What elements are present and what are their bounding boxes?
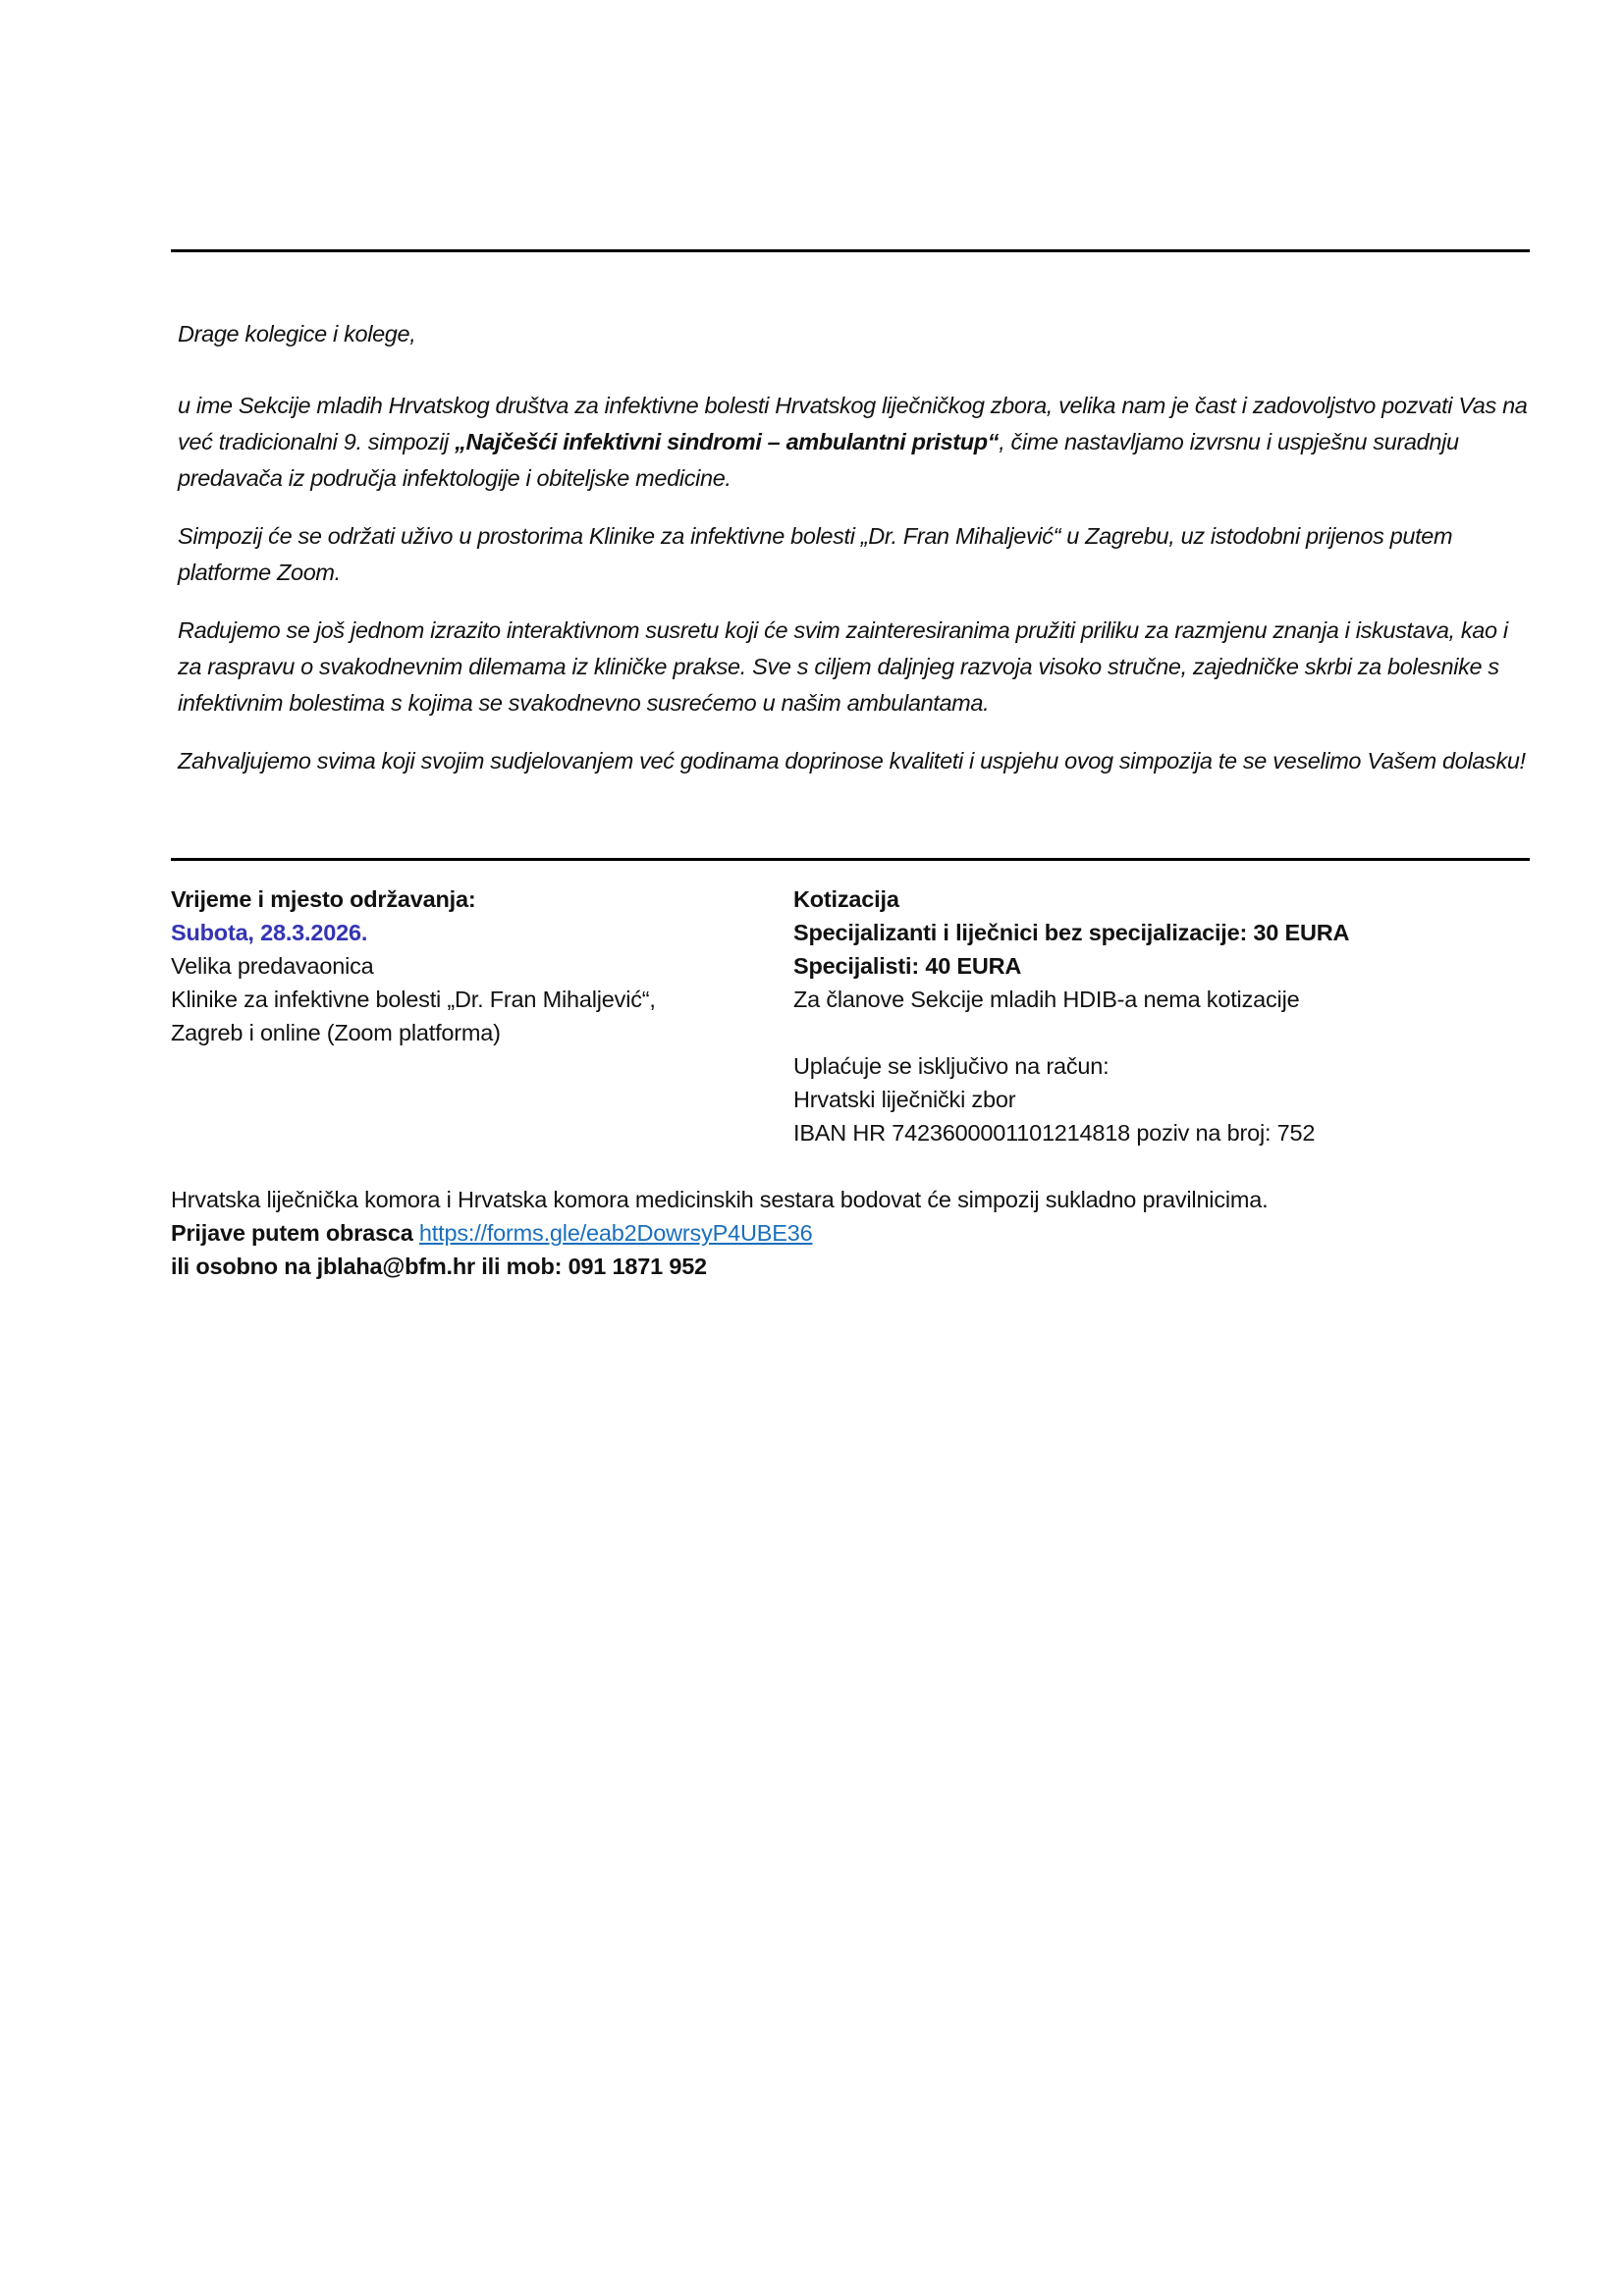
iban: IBAN HR 7423600001101214818 poziv na broj: 752 — [793, 1120, 1316, 1146]
intro-text-end: , čime nastavljamo izvrsnu i uspješnu suradnju predavača iz područja infektologije i obiteljske medicine. — [178, 429, 1459, 491]
accreditation-note: Hrvatska liječnička komora i Hrvatska komora medicinskih sestara bodovat će simpozij sukladno pravilnicima. — [171, 1187, 1269, 1212]
invitation-letter — [178, 316, 1533, 801]
event-date: Subota, 28.3.2026. — [171, 920, 368, 945]
registration-line — [171, 1216, 1268, 1250]
purpose-paragraph: Radujemo se još jednom izrazito interaktivnom susretu koji će svim zainteresiranima pružiti priliku za razmjenu znanja i iskustava, kao i za raspravu o svakodnevnim dilemama iz kliničke prakse. Sve s ciljem daljnjeg razvoja visoko stručne, zajedničke skrbi za bolesnike s infektivnim bolestima s kojima se svakodnevno susrećemo u našim ambulantama. — [178, 617, 1508, 716]
registration-section — [171, 1183, 1268, 1283]
intro-paragraph — [178, 388, 1533, 497]
thanks-paragraph: Zahvaljujemo svima koji svojim sudjelovanjem već godinama doprinose kvaliteti i uspjehu ovog simpozija te se veselimo Vašem dolasku! — [178, 748, 1526, 774]
venue-line: Zagreb i online (Zoom platforma) — [171, 1020, 501, 1045]
payee: Hrvatski liječnički zbor — [793, 1087, 1016, 1112]
fee-heading: Kotizacija — [793, 886, 899, 912]
payment-label: Uplaćuje se isključivo na račun: — [793, 1053, 1110, 1079]
intro-text: u ime Sekcije mladih Hrvatskog društva za infektivne bolesti Hrvatskog liječničkog zbora, velika nam je čast i zadovoljstvo pozvati Vas na već tradicionalni 9. simpozij — [178, 393, 1528, 454]
venue-line: Klinike za infektivne bolesti „Dr. Fran Mihaljević“, — [171, 987, 656, 1012]
fee-section — [793, 882, 1540, 1149]
time-place-heading: Vrijeme i mjesto održavanja: — [171, 886, 476, 912]
greeting: Drage kolegice i kolege, — [178, 321, 416, 347]
fee-residents: Specijalizanti i liječnici bez specijalizacije: 30 EURA — [793, 920, 1350, 945]
section-divider — [171, 858, 1530, 861]
symposium-title: „Najčešći infektivni sindromi – ambulantni pristup“ — [455, 429, 1000, 454]
time-place-section — [171, 882, 760, 1049]
spacer — [793, 1016, 1540, 1049]
registration-label: Prijave putem obrasca — [171, 1220, 419, 1246]
venue-line: Velika predavaonica — [171, 953, 374, 979]
venue-paragraph: Simpozij će se održati uživo u prostorima Klinike za infektivne bolesti „Dr. Fran Mihaljević“ u Zagrebu, uz istodobni prijenos putem platforme Zoom. — [178, 523, 1453, 585]
contact-info: ili osobno na jblaha@bfm.hr ili mob: 091 1871 952 — [171, 1254, 707, 1279]
members-note: Za članove Sekcije mladih HDIB-a nema kotizacije — [793, 987, 1300, 1012]
fee-specialists: Specijalisti: 40 EURA — [793, 953, 1022, 979]
registration-form-link[interactable]: https://forms.gle/eab2DowrsyP4UBE36 — [418, 1220, 813, 1246]
top-divider — [171, 249, 1530, 252]
